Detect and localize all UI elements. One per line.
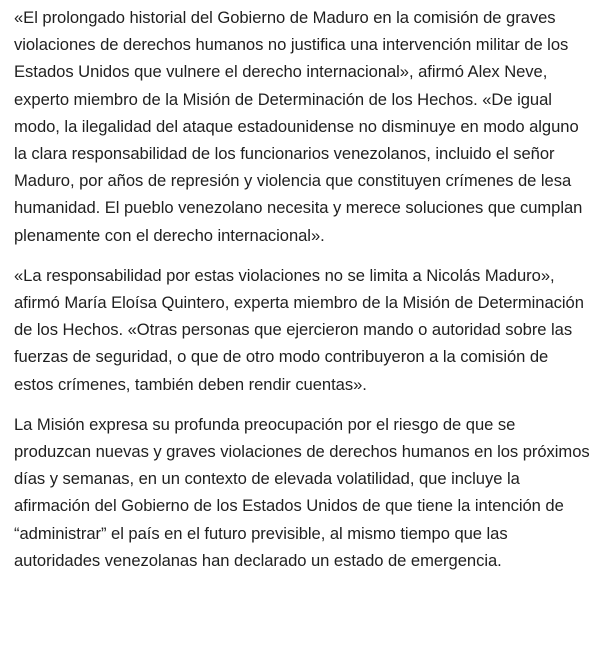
paragraph-quintero-quote: «La responsabilidad por estas violaciones no se limita a Nicolás Maduro», afirmó María Eloísa Quintero, experta miembro de la Misión de Determinación de los Hechos. «Otras personas que ejercieron mando o autoridad sobre las fuerzas de seguridad, o que de otro modo contribuyeron a la comisión de estos crímenes, también deben rendir cuentas». [14,265,584,394]
paragraph-mission-concern: La Misión expresa su profunda preocupación por el riesgo de que se produzcan nuevas y graves violaciones de derechos humanos en los próximos días y semanas, en un contexto de elevada volatilidad, que incluye la afirmación del Gobierno de los Estados Unidos de que tiene la intención de “administrar” el país en el futuro previsible, al mismo tiempo que las autoridades venezolanas han declarado un estado de emergencia. [14,414,590,570]
paragraph-neve-quote: «El prolongado historial del Gobierno de Maduro en la comisión de graves violaciones de derechos humanos no justifica una intervención militar de los Estados Unidos que vulnere el derecho internacional», afirmó Alex Neve, experto miembro de la Misión de Determinación de los Hechos. «De igual modo, la ilegalidad del ataque estadounidense no disminuye en modo alguno la clara responsabilidad de los funcionarios venezolanos, incluido el señor Maduro, por años de represión y violencia que constituyen crímenes de lesa humanidad. El pueblo venezolano necesita y merece soluciones que cumplan plenamente con el derecho internacional». [14,8,583,245]
